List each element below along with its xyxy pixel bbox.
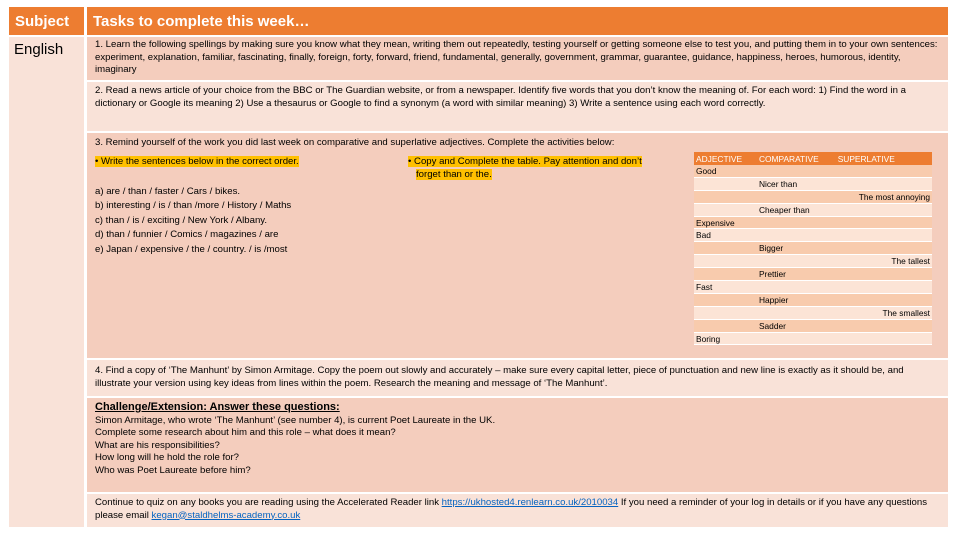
email-link[interactable]: kegan@staldhelms-academy.co.uk: [151, 509, 301, 521]
table-cell: [836, 165, 932, 177]
table-cell: The tallest: [836, 255, 932, 268]
table-row: [694, 203, 932, 216]
challenge-line: What are his responsibilities?: [95, 439, 220, 451]
table-row: [694, 293, 932, 306]
table-cell: [757, 190, 836, 203]
table-row: [694, 165, 932, 177]
table-cell: Expensive: [694, 216, 757, 229]
table-cell: Cheaper than: [757, 203, 836, 216]
challenge-section: [87, 398, 948, 492]
table-cell: [757, 281, 836, 294]
task-2-text: 2. Read a news article of your choice from the BBC or The Guardian website, or from a newspaper. Identify five words that you don’t know the meaning of. For each word: 1) Find the word in a dictionary or Google its meaning 2) Use a thesaurus or Google to find a synonym (a word with similar meaning) 3) Write a sentence using each word correctly.: [95, 85, 906, 109]
task-2: [87, 82, 948, 131]
table-cell: [694, 319, 757, 332]
table-row: [694, 255, 932, 268]
sentence-list: [95, 185, 291, 257]
table-cell: Fast: [694, 281, 757, 294]
sentence-item: e) Japan / expensive / the / country. / is /most: [95, 243, 288, 255]
table-row: [694, 216, 932, 229]
table-row: [694, 268, 932, 281]
subject-header-label: Subject: [15, 12, 70, 30]
table-cell: [836, 293, 932, 306]
table-cell: [836, 268, 932, 281]
table-cell: The most annoying: [836, 190, 932, 203]
subject-cell: [9, 37, 84, 527]
table-cell: [757, 332, 836, 345]
challenge-line: Complete some research about him and this role – what does it mean?: [95, 427, 396, 439]
sentence-item: a) are / than / faster / Cars / bikes.: [95, 186, 241, 197]
subject-name: English: [14, 41, 64, 58]
task-4-text: 4. Find a copy of ‘The Manhunt’ by Simon Armitage. Copy the poem out slowly and accurately – make sure every capital letter, piece of punctuation and new line is exactly as it should be, and illustrate your version using key ideas from lines within the poem. Research the meaning and message of ‘The Manhunt’.: [95, 365, 904, 389]
table-row: [694, 229, 932, 242]
task-3-bullet-2: [408, 156, 642, 181]
sentence-item: b) interesting / is / than /more / History / Maths: [95, 200, 292, 212]
table-row: [694, 306, 932, 319]
table-row: [694, 281, 932, 294]
task-3-intro: 3. Remind yourself of the work you did last week on comparative and superlative adjectives. Complete the activities below:: [95, 137, 615, 148]
challenge-line: Who was Poet Laureate before him?: [95, 464, 251, 476]
adjective-table-header: [694, 152, 932, 165]
table-row: [694, 242, 932, 255]
table-row: [694, 332, 932, 345]
table-cell: [836, 203, 932, 216]
tasks-header: [87, 7, 948, 35]
table-cell: [757, 216, 836, 229]
task-3-bullet-2-line-2: forget than or the.: [416, 168, 492, 180]
table-cell: [836, 281, 932, 294]
table-cell: [694, 293, 757, 306]
table-cell: Happier: [757, 293, 836, 306]
table-cell: [694, 177, 757, 190]
table-cell: [836, 229, 932, 242]
sentence-item: d) than / funnier / Comics / magazines / are: [95, 229, 279, 241]
table-cell: [836, 177, 932, 190]
task-3-bullet-2-line-1: • Copy and Complete the table. Pay attention and don’t: [408, 156, 642, 167]
column-header-superlative: SUPERLATIVE: [836, 152, 932, 165]
table-cell: Good: [694, 165, 757, 177]
column-header-adjective: ADJECTIVE: [694, 152, 757, 165]
table-cell: Bad: [694, 229, 757, 242]
task-3-bullet-1: [95, 156, 299, 169]
table-cell: [694, 242, 757, 255]
table-cell: [757, 229, 836, 242]
footer-text-1: Continue to quiz on any books you are reading using the Accelerated Reader link: [95, 497, 442, 508]
table-cell: [836, 319, 932, 332]
task-1-text: 1. Learn the following spellings by making sure you know what they mean, writing them out repeatedly, testing yourself or getting someone else to test you, and putting them in to your own sentences: experiment, explanation, familiar, fascinating, finally, foreign, forty, forward, friend, fundamental, generally, government, grammar, guarantee, guidance, happiness, heroes, humorous, identity, imaginary: [95, 39, 938, 76]
column-header-comparative: COMPARATIVE: [757, 152, 836, 165]
table-cell: Sadder: [757, 319, 836, 332]
table-cell: [836, 216, 932, 229]
table-row: [694, 190, 932, 203]
table-cell: Boring: [694, 332, 757, 345]
accelerated-reader-link[interactable]: https://ukhosted4.renlearn.co.uk/2010034: [441, 497, 619, 508]
table-cell: [757, 306, 836, 319]
table-cell: [694, 203, 757, 216]
adjective-table: [694, 152, 932, 345]
table-cell: [694, 190, 757, 203]
table-row: [694, 177, 932, 190]
tasks-header-label: Tasks to complete this week…: [93, 12, 310, 30]
table-cell: [836, 332, 932, 345]
challenge-line: Simon Armitage, who wrote ‘The Manhunt’ (see number 4), is current Poet Laureate in the UK.: [95, 414, 496, 426]
table-cell: [757, 255, 836, 268]
challenge-title: Challenge/Extension: Answer these questions:: [95, 401, 340, 413]
table-cell: Prettier: [757, 268, 836, 281]
table-cell: [694, 255, 757, 268]
table-cell: [694, 268, 757, 281]
sentence-item: c) than / is / exciting / New York / Albany.: [95, 214, 268, 226]
table-cell: Nicer than: [757, 177, 836, 190]
task-3-bullet-1-text: • Write the sentences below in the correct order.: [95, 156, 299, 167]
accelerated-reader-note: [87, 494, 948, 527]
table-cell: The smallest: [836, 306, 932, 319]
task-1: [87, 37, 948, 80]
table-cell: [757, 165, 836, 177]
task-4: [87, 360, 948, 396]
table-cell: Bigger: [757, 242, 836, 255]
footer-text-2: If you need a reminder of your log in details or if you have any questions please email: [95, 497, 927, 521]
table-cell: [694, 306, 757, 319]
subject-header: [9, 7, 84, 35]
table-row: [694, 319, 932, 332]
table-cell: [836, 242, 932, 255]
challenge-line: How long will he hold the role for?: [95, 452, 239, 464]
